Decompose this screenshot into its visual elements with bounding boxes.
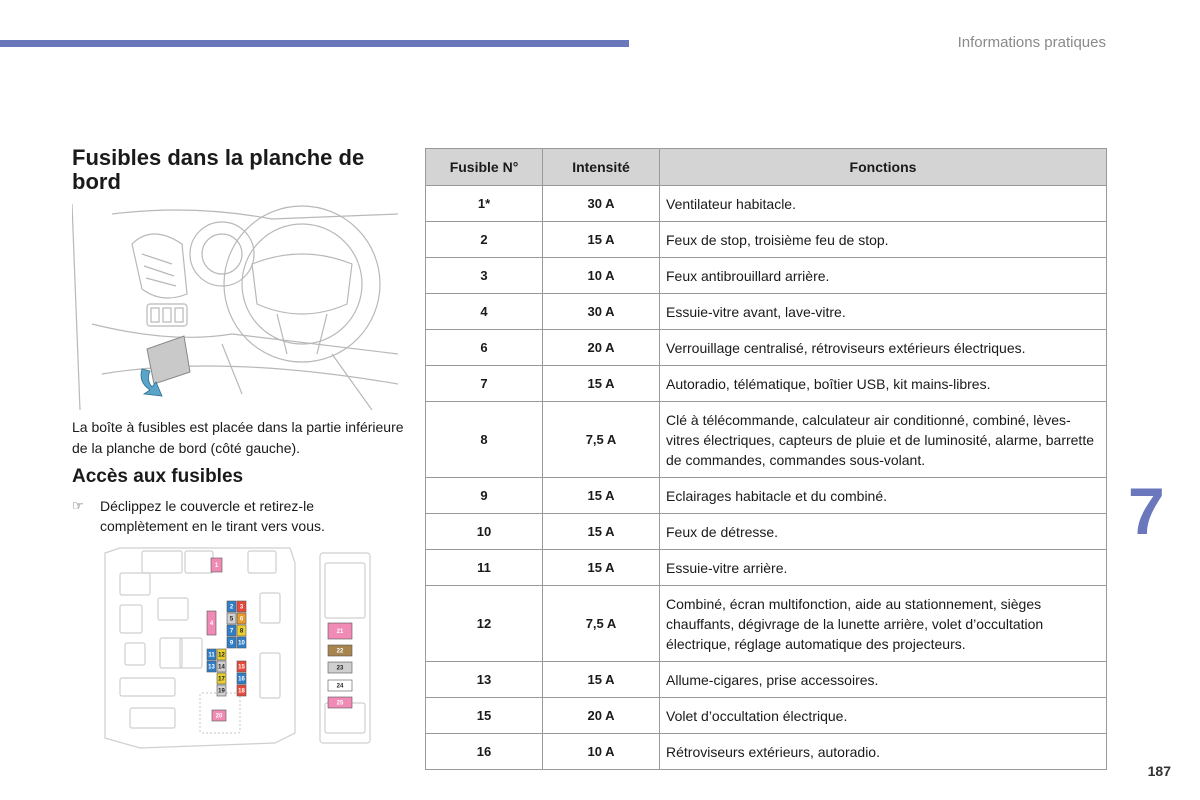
section-title: Informations pratiques [957, 34, 1106, 51]
fuse-slot-label: 24 [336, 683, 344, 690]
fuse-intensity: 7,5 A [543, 402, 660, 478]
fuse-function: Rétroviseurs extérieurs, autoradio. [660, 734, 1107, 770]
fuse-function: Clé à télécommande, calculateur air conditionné, combiné, lèves-vitres électriques, capteurs de pluie et de luminosité, alarme, barrette de commandes, commandes sous-volant. [660, 402, 1107, 478]
fuse-intensity: 15 A [543, 222, 660, 258]
fuse-intensity: 10 A [543, 734, 660, 770]
table-row [426, 222, 1107, 258]
fuse-number: 1* [426, 186, 543, 222]
fuse-intensity: 20 A [543, 698, 660, 734]
fuse-number: 12 [426, 586, 543, 662]
fuse-function: Essuie-vitre arrière. [660, 550, 1107, 586]
table-row [426, 734, 1107, 770]
fuse-slot-label: 9 [229, 640, 234, 647]
fuse-intensity: 15 A [543, 366, 660, 402]
fuse-slot-label: 5 [229, 616, 234, 623]
fuse-intensity: 30 A [543, 186, 660, 222]
fuse-number: 6 [426, 330, 543, 366]
fuse-slot-label: 15 [238, 664, 245, 671]
fuse-slot-label: 16 [238, 676, 245, 683]
header-accent-bar [0, 40, 629, 47]
table-row [426, 366, 1107, 402]
fuse-slot-label: 17 [218, 676, 225, 683]
fuse-function: Eclairages habitacle et du combiné. [660, 478, 1107, 514]
fuse-number: 11 [426, 550, 543, 586]
fuse-slot-label: 18 [238, 688, 245, 695]
fuse-intensity: 7,5 A [543, 586, 660, 662]
dashboard-illustration [72, 204, 398, 410]
header-functions: Fonctions [660, 149, 1107, 186]
fuse-number: 16 [426, 734, 543, 770]
table-row [426, 514, 1107, 550]
fuse-slot-label: 8 [239, 628, 244, 635]
table-row [426, 662, 1107, 698]
header-fuse-number: Fusible N° [426, 149, 543, 186]
fuse-slot-label: 21 [336, 629, 344, 635]
fuse-slot-label: 6 [239, 616, 244, 623]
page-number: 187 [1147, 763, 1171, 779]
fuse-number: 2 [426, 222, 543, 258]
page-title: Fusibles dans la planche de bord [72, 145, 365, 194]
fuse-function: Feux de stop, troisième feu de stop. [660, 222, 1107, 258]
fuse-number: 13 [426, 662, 543, 698]
fuse-function: Ventilateur habitacle. [660, 186, 1107, 222]
fuse-number: 15 [426, 698, 543, 734]
access-step [72, 496, 392, 536]
fuse-slot-label: 7 [229, 628, 234, 635]
table-row [426, 586, 1107, 662]
fusebox-location-caption: La boîte à fusibles est placée dans la partie inférieure de la planche de bord (côté gauche). [72, 419, 404, 456]
fuse-function: Feux antibrouillard arrière. [660, 258, 1107, 294]
fuse-number: 10 [426, 514, 543, 550]
fuse-function: Allume-cigares, prise accessoires. [660, 662, 1107, 698]
table-row [426, 330, 1107, 366]
fuse-function: Feux de détresse. [660, 514, 1107, 550]
fuse-function: Essuie-vitre avant, lave-vitre. [660, 294, 1107, 330]
fuse-intensity: 15 A [543, 514, 660, 550]
access-title: Accès aux fusibles [72, 466, 244, 487]
fuse-slot-label: 10 [238, 640, 245, 647]
fuse-slot-label: 25 [336, 700, 344, 707]
fuse-intensity: 15 A [543, 478, 660, 514]
fuse-slot-label: 19 [218, 688, 225, 695]
fuse-function: Combiné, écran multifonction, aide au stationnement, sièges chauffants, dégivrage de la lunette arrière, volet d’occultation électrique, réglage automatique des projecteurs. [660, 586, 1107, 662]
chapter-number: 7 [1128, 474, 1165, 548]
fuse-function: Autoradio, télématique, boîtier USB, kit mains-libres. [660, 366, 1107, 402]
fuse-slot-label: 11 [208, 652, 215, 659]
table-row [426, 478, 1107, 514]
fuse-table [425, 148, 1107, 770]
fuse-function: Verrouillage centralisé, rétroviseurs extérieurs électriques. [660, 330, 1107, 366]
header-intensity: Intensité [543, 149, 660, 186]
fuse-number: 4 [426, 294, 543, 330]
table-row [426, 186, 1107, 222]
fuse-number: 9 [426, 478, 543, 514]
fuse-intensity: 15 A [543, 662, 660, 698]
fuse-slot-label: 2 [229, 604, 234, 611]
fuse-number: 7 [426, 366, 543, 402]
fuse-slot-label: 4 [209, 621, 214, 627]
fuse-intensity: 20 A [543, 330, 660, 366]
fuse-function: Volet d’occultation électrique. [660, 698, 1107, 734]
fuse-slot-label: 22 [336, 648, 344, 655]
table-row [426, 698, 1107, 734]
fuse-slot-label: 1 [214, 563, 219, 569]
table-row [426, 550, 1107, 586]
fuse-number: 3 [426, 258, 543, 294]
table-row [426, 294, 1107, 330]
fuse-table-header [426, 149, 1107, 186]
fuse-slot-label: 13 [208, 664, 215, 671]
fuse-slot-label: 14 [218, 664, 225, 671]
fuse-number: 8 [426, 402, 543, 478]
fuse-slot-label: 3 [239, 604, 244, 611]
pointing-hand-icon: ☞ [72, 498, 84, 513]
fuse-slot-label: 23 [336, 665, 344, 672]
fuse-slot-label: 20 [215, 713, 223, 720]
fuse-box-diagram [100, 543, 376, 749]
fuse-intensity: 10 A [543, 258, 660, 294]
fuse-intensity: 30 A [543, 294, 660, 330]
fuse-slot-label: 12 [218, 652, 225, 659]
table-row [426, 258, 1107, 294]
access-step-text: Déclippez le couvercle et retirez-le complètement en le tirant vers vous. [100, 498, 325, 534]
table-row [426, 402, 1107, 478]
fuse-intensity: 15 A [543, 550, 660, 586]
